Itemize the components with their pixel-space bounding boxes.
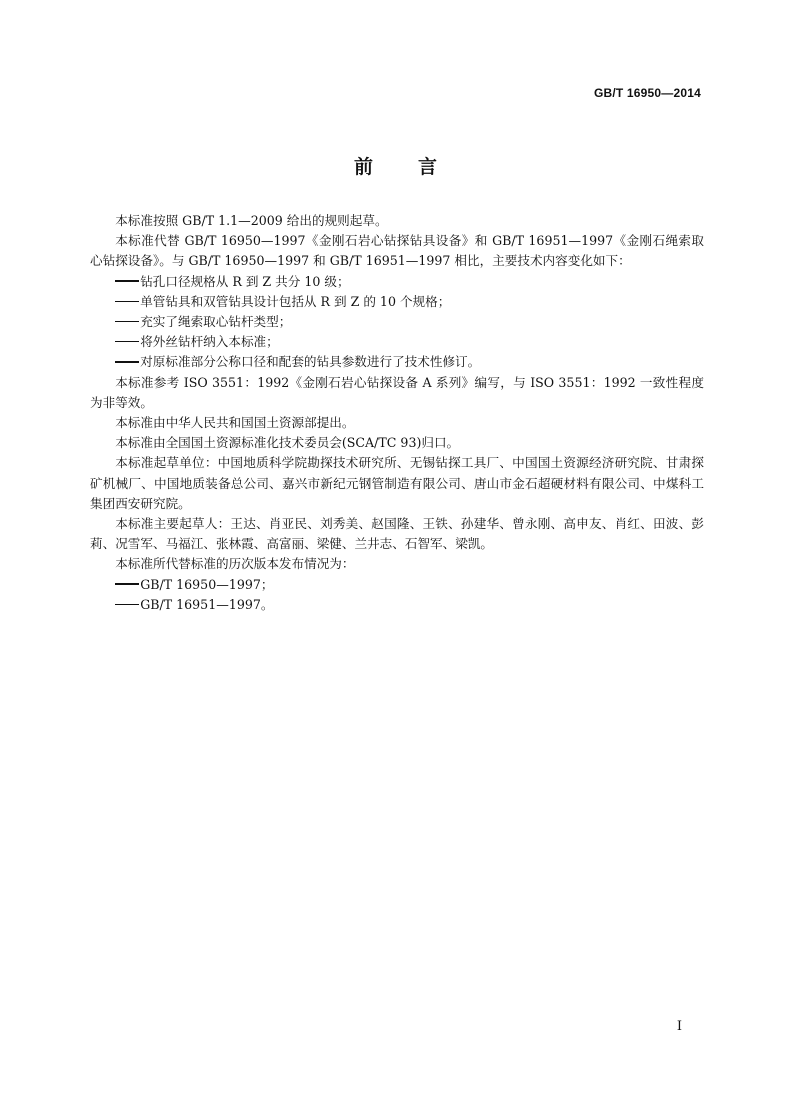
em-dash-mark [115, 321, 139, 323]
em-dash-mark [115, 604, 139, 606]
em-dash-mark [115, 301, 139, 303]
previous-edition-item: GB/T 16951—1997。 [90, 595, 704, 615]
paragraph-replaces: 本标准代替 GB/T 16950—1997《金刚石岩心钻探钻具设备》和 GB/T 16951—1997《金刚石绳索取心钻探设备》。与 GB/T 16950—1997 和 GB/T 16951—1997 相比，主要技术内容变化如下： [90, 233, 704, 269]
paragraph-drafting-rules: 本标准按照 GB/T 1.1—2009 给出的规则起草。 [115, 213, 388, 228]
em-dash-mark [115, 280, 139, 282]
page-title [0, 152, 792, 179]
em-dash-mark [115, 583, 139, 585]
change-list-item: 对原标准部分公称口径和配套的钻具参数进行了技术性修订。 [90, 352, 704, 372]
paragraph-drafting-units: 本标准起草单位：中国地质科学院勘探技术研究所、无锡钻探工具厂、中国国土资源经济研究院、甘肃探矿机械厂、中国地质装备总公司、嘉兴市新纪元钢管制造有限公司、唐山市金石超硬材料有限公司、中煤科工集团西安研究院。 [90, 455, 704, 511]
paragraph-drafters: 本标准主要起草人：王达、肖亚民、刘秀美、赵国隆、王铁、孙建华、曾永刚、高申友、肖红、田波、彭莉、况雪军、马福江、张林霞、高富丽、梁健、兰井志、石智军、梁凯。 [90, 516, 704, 552]
standard-code: GB/T 16950—2014 [593, 86, 701, 100]
title-char-2: 言 [418, 156, 439, 178]
page-number: I [676, 1019, 682, 1034]
change-list-item: 将外丝钻杆纳入本标准； [90, 332, 704, 352]
previous-edition-item: GB/T 16950—1997； [90, 575, 704, 595]
paragraph-previous-editions: 本标准所代替标准的历次版本发布情况为： [115, 556, 355, 572]
preface-body [90, 211, 704, 615]
change-list-item: 充实了绳索取心钻杆类型； [90, 312, 704, 332]
paragraph-proposed-by: 本标准由中华人民共和国国土资源部提出。 [115, 415, 355, 431]
paragraph-reference-iso: 本标准参考 ISO 3551：1992《金刚石岩心钻探设备 A 系列》编写，与 ISO 3551：1992 一致性程度为非等效。 [90, 374, 704, 410]
em-dash-mark [115, 341, 139, 343]
em-dash-mark [115, 361, 139, 363]
change-list-item: 单管钻具和双管钻具设计包括从 R 到 Z 的 10 个规格； [90, 292, 704, 312]
change-list-item: 钻孔口径规格从 R 到 Z 共分 10 级； [90, 272, 704, 292]
paragraph-technical-committee: 本标准由全国国土资源标准化技术委员会(SCA/TC 93)归口。 [115, 435, 460, 451]
title-char-1: 前 [353, 156, 374, 178]
